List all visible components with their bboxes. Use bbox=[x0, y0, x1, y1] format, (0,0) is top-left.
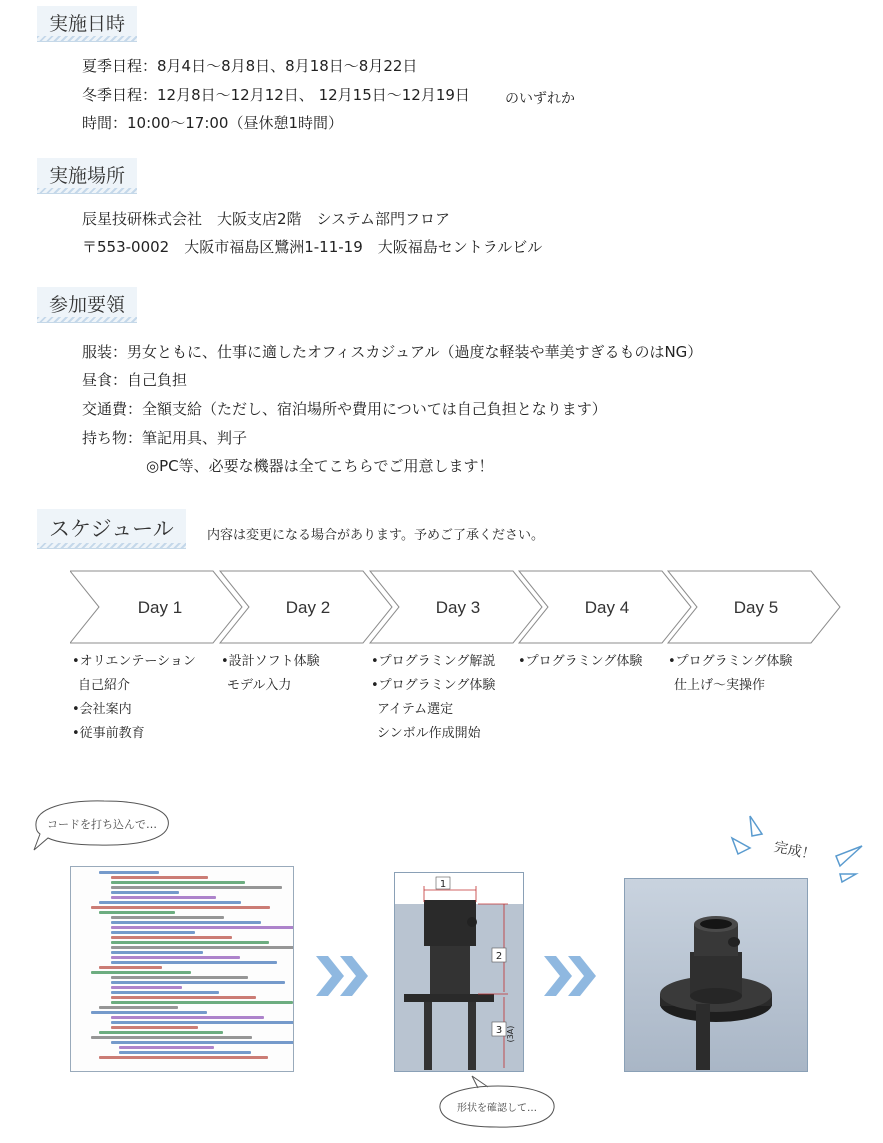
list-item: シンボル作成開始 bbox=[377, 726, 481, 741]
code-line bbox=[111, 1041, 294, 1044]
code-line bbox=[99, 871, 159, 874]
code-line bbox=[91, 906, 270, 909]
double-chevron-arrow-icon bbox=[314, 952, 374, 1000]
list-item: •プログラミング解説 bbox=[371, 654, 496, 669]
transport-info: 交通費：全額支給（ただし、宿泊場所や費用については自己負担となります） bbox=[82, 400, 607, 418]
lunch-info: 昼食：自己負担 bbox=[82, 371, 188, 389]
code-line bbox=[111, 986, 182, 989]
address: 〒553-0002 大阪市福島区鷺洲1-11-19 大阪福島セントラルビル bbox=[82, 238, 543, 256]
day-1-items bbox=[72, 650, 196, 746]
code-line bbox=[111, 956, 240, 959]
code-line bbox=[99, 901, 241, 904]
code-line bbox=[111, 1001, 293, 1004]
day-5-label: Day 5 bbox=[733, 598, 779, 617]
code-bubble-text: コードを打ち込んで… bbox=[47, 818, 157, 831]
code-line bbox=[111, 981, 285, 984]
list-item: 仕上げ～実操作 bbox=[674, 678, 766, 693]
code-line bbox=[99, 1031, 223, 1034]
complete-exclamation bbox=[728, 810, 868, 890]
shape-speech-bubble bbox=[432, 1074, 562, 1134]
code-editor-screenshot bbox=[70, 866, 294, 1072]
code-line bbox=[111, 926, 294, 929]
code-line bbox=[99, 966, 162, 969]
day-4-label: Day 4 bbox=[584, 598, 630, 617]
day-3-items bbox=[371, 650, 495, 746]
section-heading-timetable: スケジュール bbox=[37, 509, 186, 549]
double-chevron-arrow-icon bbox=[542, 952, 602, 1000]
list-item: •プログラミング体験 bbox=[371, 678, 496, 693]
winter-schedule: 冬季日程：12月8日～12月12日、 12月15日～12月19日 bbox=[82, 86, 470, 104]
cad-dimension-drawing bbox=[394, 872, 524, 1072]
spark-icon bbox=[732, 838, 750, 854]
code-line bbox=[111, 931, 195, 934]
list-item: •会社案内 bbox=[72, 702, 132, 717]
code-line bbox=[91, 971, 191, 974]
code-line bbox=[111, 991, 219, 994]
code-line bbox=[111, 881, 245, 884]
day-1-label: Day 1 bbox=[137, 598, 183, 617]
summer-schedule: 夏季日程：8月4日～8月8日、8月18日～8月22日 bbox=[82, 57, 418, 75]
list-item: •従事前教育 bbox=[72, 726, 145, 741]
spark-icon bbox=[840, 874, 856, 882]
code-line bbox=[111, 1021, 294, 1024]
list-item: •オリエンテーション bbox=[72, 654, 196, 669]
code-line bbox=[111, 1016, 264, 1019]
code-line bbox=[91, 1011, 207, 1014]
day-2-label: Day 2 bbox=[285, 598, 331, 617]
time-info: 時間：10:00～17:00（昼休憩1時間） bbox=[82, 114, 343, 132]
code-line bbox=[111, 996, 256, 999]
code-line bbox=[119, 1046, 214, 1049]
equipment-note: ◎PC等、必要な機器は全てこちらでご用意します！ bbox=[146, 457, 494, 475]
code-line bbox=[111, 941, 269, 944]
code-line bbox=[111, 951, 203, 954]
spark-icon bbox=[836, 846, 862, 866]
code-lines bbox=[71, 867, 293, 1059]
section-heading-dates: 実施日時 bbox=[37, 6, 137, 42]
list-item: •プログラミング体験 bbox=[518, 654, 643, 669]
code-line bbox=[111, 886, 282, 889]
code-line bbox=[111, 946, 294, 949]
code-line bbox=[111, 896, 216, 899]
dim-label-3a: (3A) bbox=[506, 1025, 515, 1043]
code-line bbox=[99, 1006, 178, 1009]
day-5-items bbox=[668, 650, 792, 698]
code-line bbox=[111, 936, 232, 939]
code-line bbox=[111, 916, 224, 919]
code-line bbox=[111, 921, 261, 924]
day-4-items bbox=[518, 650, 642, 674]
either-note: のいずれか bbox=[505, 91, 575, 107]
code-speech-bubble bbox=[26, 796, 176, 854]
schedule-change-note: 内容は変更になる場合があります。予めご了承ください。 bbox=[207, 528, 544, 543]
code-line bbox=[111, 891, 179, 894]
day-3-label: Day 3 bbox=[435, 598, 481, 617]
day-chevrons bbox=[70, 570, 842, 644]
list-item: •プログラミング体験 bbox=[668, 654, 793, 669]
dim-label-2: 2 bbox=[495, 951, 503, 962]
list-item: モデル入力 bbox=[227, 678, 292, 693]
complete-text: 完成！ bbox=[772, 839, 817, 864]
dim-label-1: 1 bbox=[439, 879, 447, 890]
code-line bbox=[111, 1026, 198, 1029]
code-line bbox=[99, 911, 175, 914]
company-name: 辰星技研株式会社 大阪支店2階 システム部門フロア bbox=[82, 210, 451, 228]
code-line bbox=[119, 1051, 251, 1054]
code-line bbox=[91, 1036, 252, 1039]
dress-code: 服装：男女ともに、仕事に適したオフィスカジュアル（過度な軽装や華美すぎるものはNG） bbox=[82, 343, 703, 361]
rendered-3d-part bbox=[624, 878, 808, 1072]
code-line bbox=[99, 1056, 268, 1059]
list-item: 自己紹介 bbox=[78, 678, 131, 693]
code-line bbox=[111, 961, 277, 964]
list-item: •設計ソフト体験 bbox=[221, 654, 320, 669]
code-line bbox=[111, 876, 208, 879]
belongings-info: 持ち物：筆記用具、判子 bbox=[82, 429, 248, 447]
section-heading-requirements: 参加要領 bbox=[37, 287, 137, 323]
shape-bubble-text: 形状を確認して… bbox=[457, 1103, 537, 1114]
day-2-items bbox=[221, 650, 320, 698]
code-line bbox=[111, 976, 248, 979]
spark-icon bbox=[750, 816, 762, 836]
list-item: アイテム選定 bbox=[377, 702, 454, 717]
section-heading-location: 実施場所 bbox=[37, 158, 137, 194]
dim-label-3: 3 bbox=[495, 1025, 503, 1036]
